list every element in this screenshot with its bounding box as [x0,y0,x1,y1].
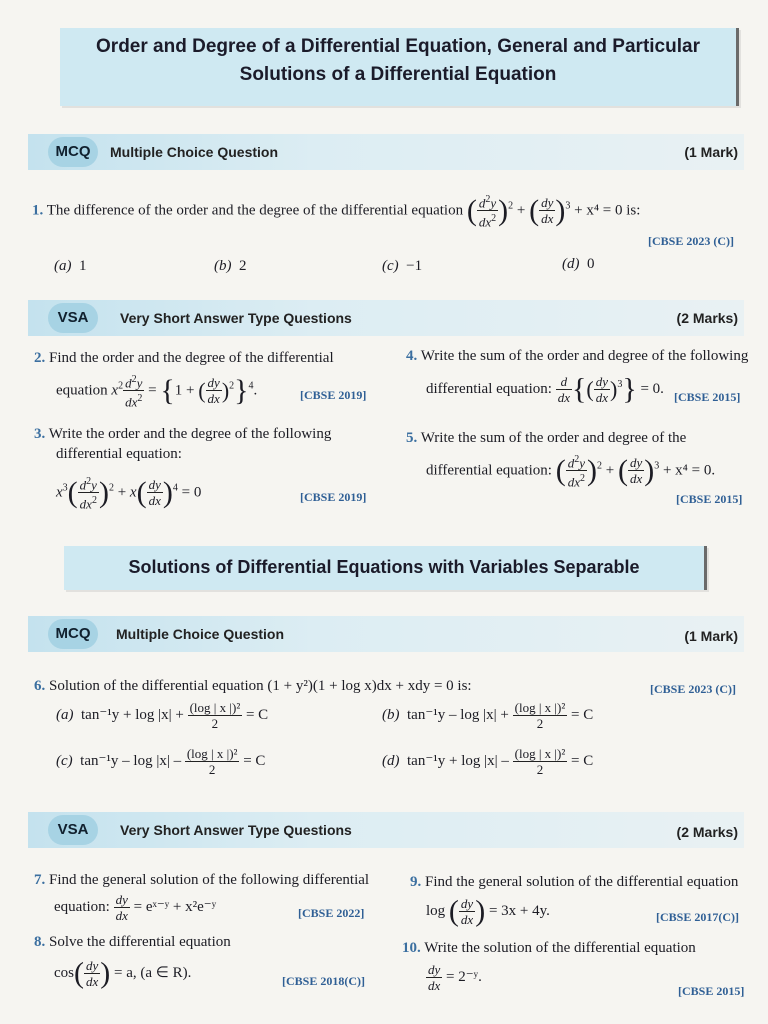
question-5-equation: differential equation: ( $\frac{d^2y}{dx^2}$ )$^2$ + ( $\frac{dy}{dx}$ )$^3$ + x⁴ = 0. [426,453,716,490]
vsa-section-title: Very Short Answer Type Questions [120,310,352,326]
citation: [CBSE 2015] [674,390,741,404]
citation: [CBSE 2019] [300,490,367,504]
question-2-equation: equation $x^2$ $\frac{d^2y}{dx^2}$ = {1 + ( $\frac{dy}{dx}$ )$^2$}$^4$. [56,373,258,410]
section-title-line1: Order and Degree of a Differential Equation, General and Particular [96,36,700,57]
equation-fraction: $\frac{dy}{dx}$ [541,195,554,227]
mcq-section-header [28,134,744,170]
option-d: (d) tan⁻¹y + log |x| – $\frac{\text{(log | x |)²}}{2}$ = C [382,746,594,777]
vsa-section-header [28,300,744,336]
option-c: (c) tan⁻¹y – log |x| – $\frac{\text{(log | x |)²}}{2}$ = C [56,746,266,777]
vsa-section-title: Very Short Answer Type Questions [120,822,352,838]
question-4: 4. Write the sum of the order and degree of the following [406,348,749,364]
question-5: 5. Write the sum of the order and degree of the [406,430,687,446]
vsa-section-marks: (2 Marks) [676,310,738,326]
vsa-badge: VSA [48,815,98,845]
equation-fraction: $\frac{d^2y}{dx^2}$ [478,194,497,230]
citation: [CBSE 2017(C)] [656,910,739,924]
mcq-badge: MCQ [48,619,98,649]
question-3: 3. Write the order and the degree of the following differential equation: [34,426,332,462]
citation: [CBSE 2023 (C)] [650,682,736,696]
question-10: 10. Write the solution of the differential equation [402,940,696,956]
question-2: 2. Find the order and the degree of the differential [34,350,334,366]
question-8: 8. Solve the differential equation [34,934,231,950]
question-10-equation: $\frac{dy}{dx}$ = 2⁻ʸ. [428,962,482,993]
option-b: (b) tan⁻¹y – log |x| + $\frac{\text{(log | x |)²}}{2}$ = C [382,700,594,731]
citation: [CBSE 2015] [676,492,743,506]
option-b: (b) 2 [214,258,247,274]
question-9-equation: log ( $\frac{dy}{dx}$ ) = 3x + 4y. [426,894,550,928]
question-text: The difference of the order and the degree of the differential equation [46,202,464,219]
question-number: 1. [32,202,44,219]
section-title-banner [60,28,739,106]
option-c: (c) −1 [382,258,423,274]
equation-tail: + x⁴ = 0 is: [574,202,641,219]
question-1: 1. The difference of the order and the degree of the differential equation ( $\frac{d^2y}{dx^2}$ )$^2$ + ( $\frac{dy}{dx}$ )$^3$ + x⁴ = 0 is: [32,193,641,230]
question-4-equation: differential equation: $\frac{d}{dx}$ {( $\frac{dy}{dx}$ )$^3$} = 0. [426,372,664,406]
mcq-section-marks: (1 Mark) [684,628,738,644]
option-d: (d) 0 [562,256,595,272]
option-a: (a) tan⁻¹y + log |x| + $\frac{\text{(log | x |)²}}{2}$ = C [56,700,269,731]
option-a: (a) 1 [54,258,87,274]
section-title-line2: Solutions of a Differential Equation [239,64,557,85]
question-6: 6. Solution of the differential equation (1 + y²)(1 + log x)dx + xdy = 0 is: [34,678,472,694]
section-title-banner-2 [64,546,707,590]
question-8-equation: cos( $\frac{dy}{dx}$ ) = a, (a ∈ R). [54,956,192,990]
vsa-badge: VSA [48,303,98,333]
mcq-section-title: Multiple Choice Question [116,626,285,642]
citation: [CBSE 2022] [298,906,365,920]
mcq-badge: MCQ [48,137,98,167]
mcq-section-header [28,616,744,652]
citation: [CBSE 2015] [678,984,745,998]
question-7: 7. Find the general solution of the following differential [34,872,370,888]
question-3-equation: $x^3$( $\frac{d^2y}{dx^2}$ )$^2$ + x( $\frac{dy}{dx}$ )$^4$ = 0 [56,475,202,512]
citation: [CBSE 2018(C)] [282,974,365,988]
vsa-section-header [28,812,744,848]
vsa-section-marks: (2 Marks) [676,824,738,840]
section-title: Solutions of Differential Equations with Variables Separable [128,557,640,577]
citation: [CBSE 2023 (C)] [648,234,734,248]
mcq-section-marks: (1 Mark) [684,144,738,160]
question-7-equation: equation: $\frac{dy}{dx}$ = eˣ⁻ʸ + x²e⁻ʸ [54,892,217,923]
question-9: 9. Find the general solution of the differential equation [410,874,739,890]
mcq-section-title: Multiple Choice Question [110,144,279,160]
citation: [CBSE 2019] [300,388,367,402]
